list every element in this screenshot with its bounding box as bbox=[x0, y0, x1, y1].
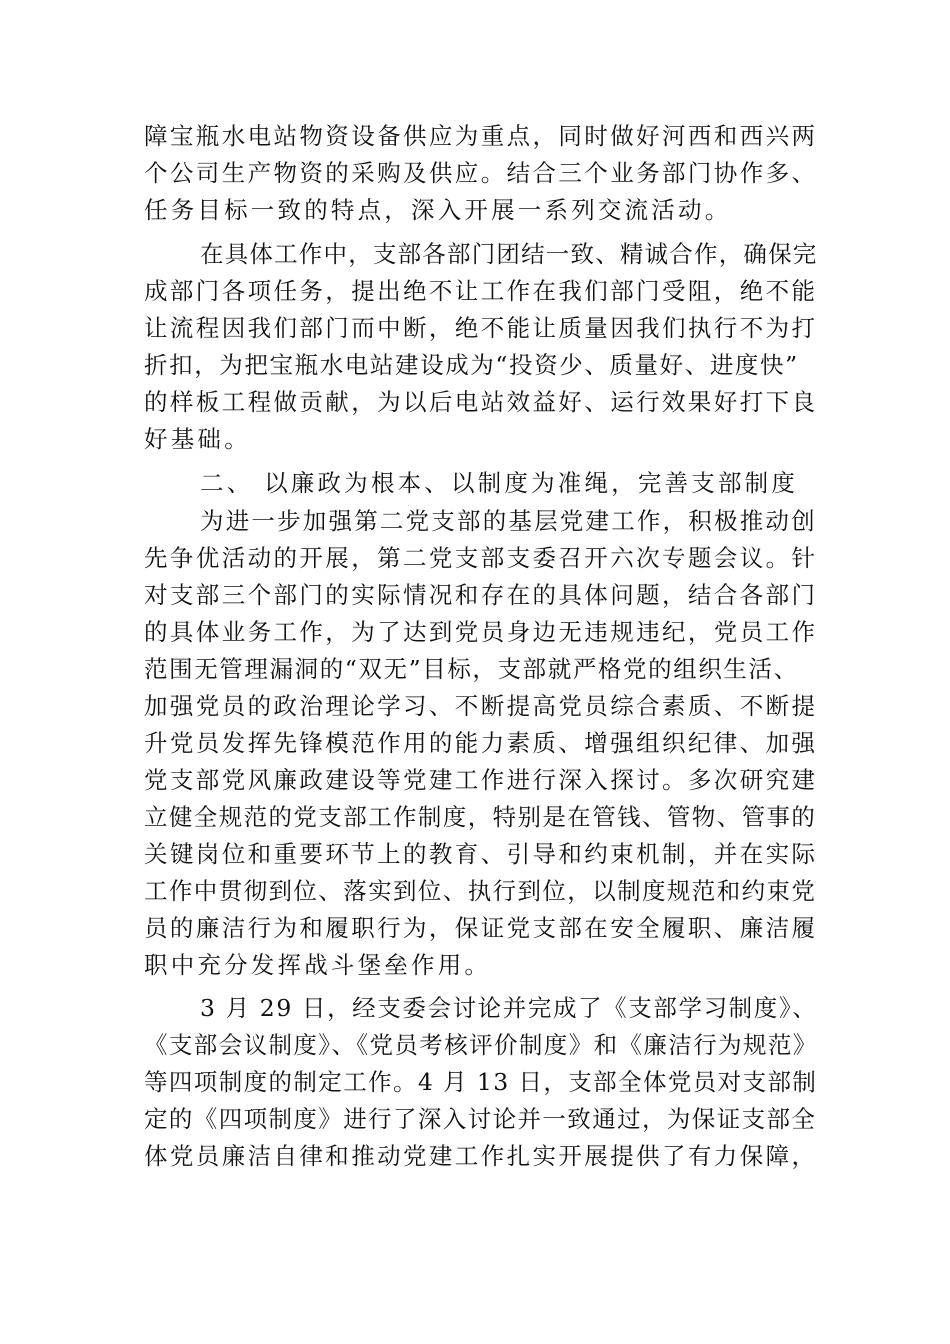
text-line: 工作中贯彻到位、落实到位、执行到位，以制度规范和约束党 bbox=[144, 877, 817, 905]
paragraph-start-line: 为进一步加强第二党支部的基层党建工作，积极推动创 bbox=[200, 507, 817, 535]
text-line: 任务目标一致的特点，深入开展一系列交流活动。 bbox=[144, 196, 732, 224]
paragraph-start-line: 在具体工作中，支部各部门团结一致、精诚合作，确保完 bbox=[200, 240, 818, 268]
text-line: 关键岗位和重要环节上的教育、引导和约束机制，并在实际 bbox=[144, 840, 818, 868]
text-line: 成部门各项任务，提出绝不让工作在我们部门受阻，绝不能 bbox=[144, 277, 818, 305]
text-line: 的具体业务工作，为了达到党员身边无违规违纪，党员工作 bbox=[144, 618, 818, 646]
text-line: 党支部党风廉政建设等党建工作进行深入探讨。多次研究建 bbox=[144, 766, 818, 794]
section-heading: 二、 以廉政为根本、以制度为准绳，完善支部制度 bbox=[200, 469, 799, 497]
text-line: 个公司生产物资的采购及供应。结合三个业务部门协作多、 bbox=[144, 159, 818, 187]
text-line: 加强党员的政治理论学习、不断提高党员综合素质、不断提 bbox=[144, 692, 818, 720]
text-line: 范围无管理漏洞的“双无”目标，支部就严格党的组织生活、 bbox=[144, 655, 799, 683]
text-line: 折扣，为把宝瓶水电站建设成为“投资少、质量好、进度快” bbox=[144, 351, 799, 379]
text-line: 好基础。 bbox=[144, 425, 251, 453]
text-line: 体党员廉洁自律和推动党建工作扎实开展提供了有力保障， bbox=[144, 1142, 818, 1170]
text-line: 《支部会议制度》、《党员考核评价制度》和《廉洁行为规范》 bbox=[144, 1031, 818, 1059]
text-line: 等四项制度的制定工作。4 月 13 日，支部全体党员对支部制 bbox=[144, 1068, 818, 1096]
paragraph-start-line: 3 月 29 日，经支委会讨论并完成了《支部学习制度》、 bbox=[200, 994, 818, 1022]
text-line: 对支部三个部门的实际情况和存在的具体问题，结合各部门 bbox=[144, 581, 818, 609]
text-line: 先争优活动的开展，第二党支部支委召开六次专题会议。针 bbox=[144, 544, 818, 572]
text-line: 员的廉洁行为和履职行为，保证党支部在安全履职、廉洁履 bbox=[144, 914, 818, 942]
text-line: 立健全规范的党支部工作制度，特别是在管钱、管物、管事的 bbox=[144, 803, 817, 831]
text-line: 障宝瓶水电站物资设备供应为重点，同时做好河西和西兴两 bbox=[144, 122, 818, 150]
text-line: 职中充分发挥战斗堡垒作用。 bbox=[144, 951, 492, 979]
text-line: 让流程因我们部门而中断，绝不能让质量因我们执行不为打 bbox=[144, 314, 818, 342]
text-line: 的样板工程做贡献，为以后电站效益好、运行效果好打下良 bbox=[144, 388, 818, 416]
text-line: 定的《四项制度》进行了深入讨论并一致通过，为保证支部全 bbox=[144, 1105, 817, 1133]
text-line: 升党员发挥先锋模范作用的能力素质、增强组织纪律、加强 bbox=[144, 729, 818, 757]
